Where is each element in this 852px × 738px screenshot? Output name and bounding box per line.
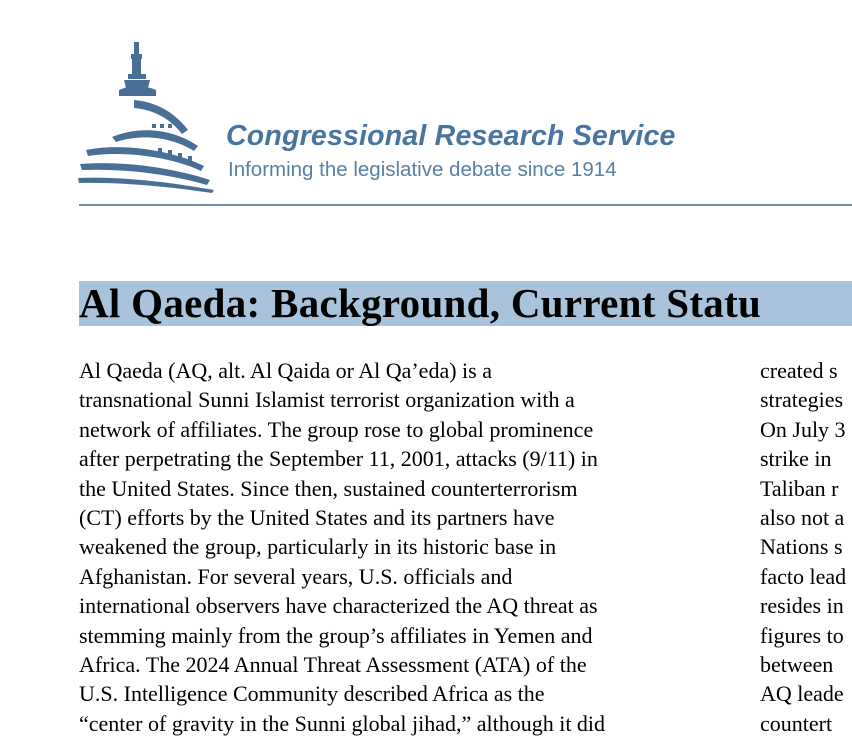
text-line: between (760, 651, 834, 677)
text-line: international observers have characterized the AQ threat as (79, 593, 598, 619)
text-line: transnational Sunni Islamist terrorist organization with a (79, 387, 575, 413)
text-line: countert (760, 710, 833, 736)
page-title: Al Qaeda: Background, Current Statu (79, 281, 762, 326)
text-line: U.S. Intelligence Community described Africa as the (79, 681, 545, 707)
text-line: (CT) efforts by the United States and its partners have (79, 504, 555, 530)
text-line: stemming mainly from the group’s affiliates in Yemen and (79, 622, 593, 648)
text-line: Afghanistan. For several years, U.S. officials and (79, 563, 513, 589)
text-line: strategies (760, 387, 844, 413)
text-line: figures to (760, 622, 844, 648)
text-line: created s (760, 358, 838, 383)
text-line: Africa. The 2024 Annual Threat Assessment (ATA) of the (79, 651, 587, 677)
text-line: On July 3 (760, 416, 846, 442)
org-tagline: Informing the legislative debate since 1914 (228, 158, 617, 181)
text-line: after perpetrating the September 11, 2001, attacks (9/11) in (79, 446, 598, 472)
text-line: also not a (760, 504, 845, 530)
text-line: Al Qaeda (AQ, alt. Al Qaida or Al Qa’eda) is a (79, 358, 492, 383)
header-divider (79, 204, 852, 206)
text-line: Taliban r (760, 475, 839, 501)
text-line: weakened the group, particularly in its historic base in (79, 534, 557, 560)
text-line: facto lead (760, 563, 847, 589)
text-line: resides in (760, 593, 844, 619)
text-line: strike in (760, 446, 832, 472)
text-line: network of affiliates. The group rose to global prominence (79, 416, 594, 442)
capitol-dome-icon (76, 38, 220, 193)
title-highlight (79, 281, 852, 326)
org-name: Congressional Research Service (226, 120, 676, 152)
text-line: the United States. Since then, sustained counterterrorism (79, 475, 578, 501)
right-column (760, 356, 852, 738)
text-line: Nations s (760, 534, 843, 560)
text-line: AQ leade (760, 681, 844, 707)
left-column (79, 356, 729, 738)
text-line: “center of gravity in the Sunni global jihad,” although it did (79, 710, 606, 736)
